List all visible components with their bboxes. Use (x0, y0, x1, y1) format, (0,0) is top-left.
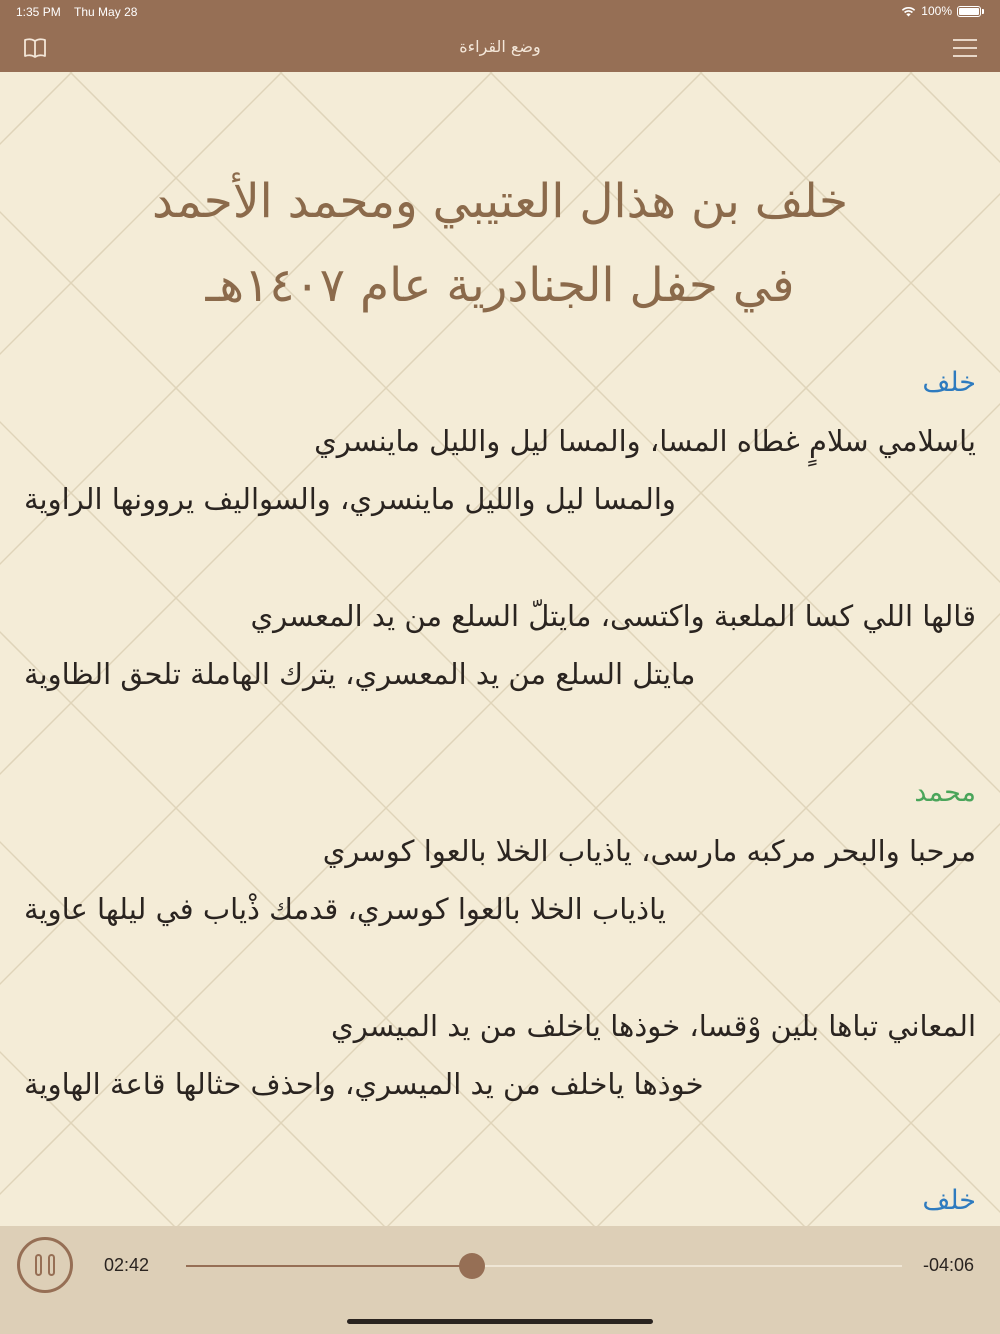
poem-title-line-2: في حفل الجنادرية عام ١٤٠٧هـ (205, 258, 795, 313)
navigation-bar (0, 24, 1000, 72)
menu-icon[interactable] (952, 38, 978, 58)
speaker-name: خلف (922, 367, 976, 398)
page-title: وضع القراءة (459, 37, 541, 56)
verse-line: والمسا ليل والليل ماينسري، والسواليف يروونها الراوية (24, 482, 676, 516)
verse-line: خوذها ياخلف من يد الميسري، واحذف حثالها قاعة الهاوية (24, 1067, 704, 1101)
slider-thumb[interactable] (459, 1253, 485, 1279)
poem-title (40, 160, 960, 328)
verse-line: المعاني تباها بلين وْقسا، خوذها ياخلف من يد الميسري (331, 1009, 976, 1043)
elapsed-time: 02:42 (104, 1255, 150, 1275)
verse-line: مرحبا والبحر مركبه مارسى، ياذياب الخلا بالعوا كوسري (322, 834, 976, 868)
battery-percent: 100% (921, 4, 952, 18)
battery-icon (957, 6, 981, 17)
speaker-name: خلف (922, 1185, 976, 1216)
progress-fill (186, 1265, 472, 1267)
poem-title-line-1: خلف بن هذال العتيبي ومحمد الأحمد (151, 174, 849, 229)
status-bar (0, 0, 1000, 24)
verse-line: ياذياب الخلا بالعوا كوسري، قدمك ذْياب في ليلها عاوية (24, 892, 666, 926)
remaining-time: -04:06 (922, 1255, 974, 1275)
progress-slider[interactable] (186, 1265, 902, 1267)
wifi-icon (901, 6, 916, 17)
speaker-name: محمد (914, 777, 976, 808)
verse-line: قالها اللي كسا الملعبة واكتسى، مايتلّ السلع من يد المعسري (250, 599, 976, 633)
status-date: Thu May 28 (74, 5, 138, 19)
pause-button[interactable] (17, 1237, 73, 1293)
reading-content[interactable] (0, 72, 1000, 1226)
battery-tip (982, 9, 984, 14)
status-time: 1:35 PM (16, 5, 61, 19)
verse-line: ياسلامي سلامٍ غطاه المسا، والمسا ليل والليل ماينسري (314, 424, 976, 458)
audio-player (0, 1226, 1000, 1334)
verse-line: مايتل السلع من يد المعسري، يترك الهاملة تلحق الظاوية (24, 657, 696, 691)
home-indicator[interactable] (347, 1319, 653, 1324)
